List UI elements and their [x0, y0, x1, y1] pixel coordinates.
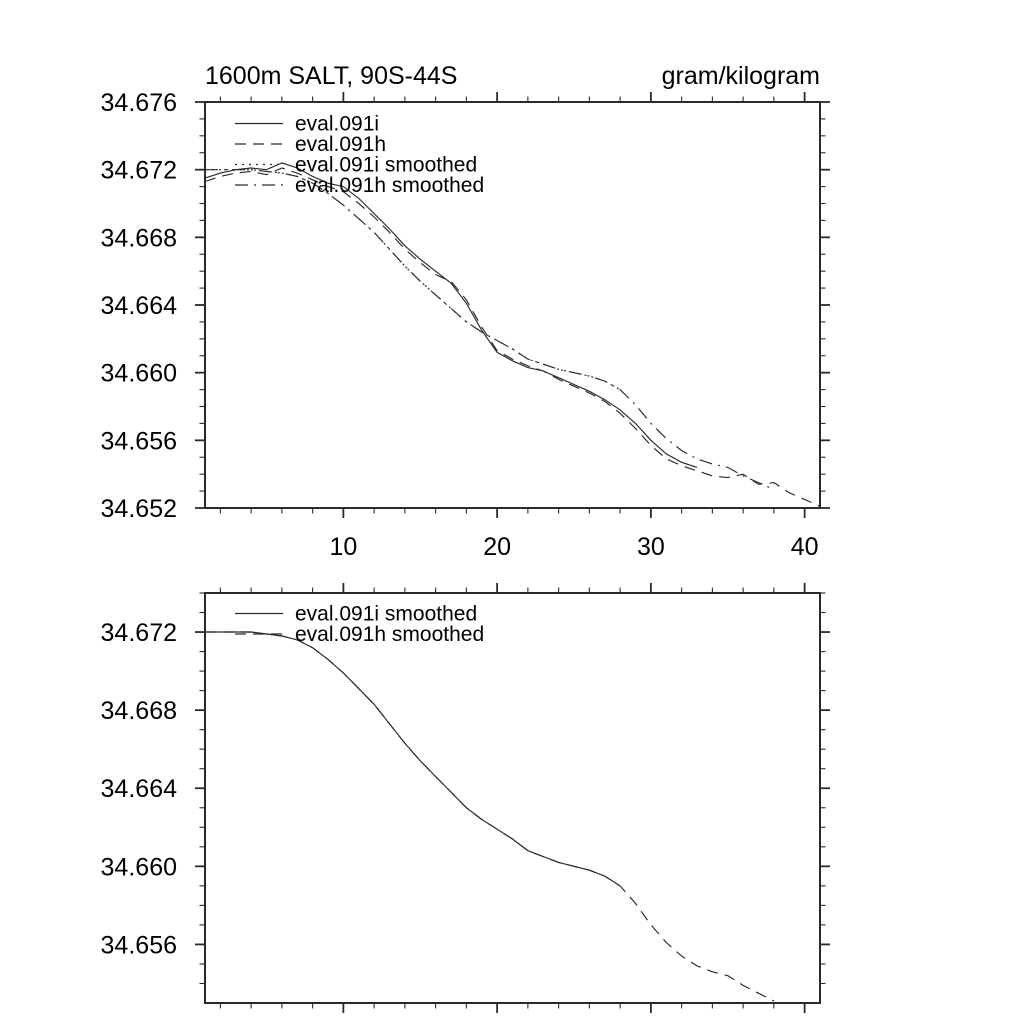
- x-tick-label: 30: [636, 533, 665, 561]
- series-eval-091h: [205, 168, 820, 506]
- series-eval-091i: [205, 163, 697, 468]
- series-eval-091h-smoothed: [205, 632, 774, 1001]
- y-tick-label: 34.656: [100, 427, 177, 456]
- top-chart-title: 1600m SALT, 90S-44S: [205, 62, 458, 90]
- y-tick-label: 34.676: [100, 89, 177, 117]
- series-eval-091i-smoothed: [205, 170, 620, 390]
- plot-frame: [205, 593, 820, 1003]
- y-tick-label: 34.660: [100, 853, 177, 882]
- y-tick-label: 34.668: [100, 697, 177, 726]
- x-tick-label: 20: [483, 533, 512, 561]
- legend-label: eval.091i smoothed: [295, 153, 478, 177]
- x-tick-label: 40: [790, 533, 819, 561]
- y-tick-label: 34.672: [100, 156, 177, 185]
- legend-label: eval.091h: [295, 133, 387, 156]
- x-tick-label: 10: [329, 533, 358, 561]
- series-eval-091i-smoothed: [205, 632, 620, 886]
- y-tick-label: 34.656: [100, 931, 177, 960]
- top-chart-units-label: gram/kilogram: [661, 62, 820, 90]
- legend-label: eval.091i: [295, 112, 380, 136]
- y-tick-label: 34.664: [100, 292, 177, 320]
- y-tick-label: 34.668: [100, 224, 177, 253]
- series-eval-091h-smoothed: [205, 170, 774, 490]
- y-tick-label: 34.652: [100, 495, 177, 523]
- y-tick-label: 34.672: [100, 619, 177, 648]
- y-tick-label: 34.664: [100, 775, 177, 804]
- top-salinity-timeseries: [101, 89, 830, 561]
- legend-label: eval.091i smoothed: [295, 602, 478, 626]
- legend-label: eval.091h smoothed: [295, 174, 485, 197]
- legend-label: eval.091h smoothed: [295, 623, 485, 646]
- y-tick-label: 34.660: [100, 359, 177, 388]
- bottom-salinity-timeseries-smoothed: [101, 583, 830, 1013]
